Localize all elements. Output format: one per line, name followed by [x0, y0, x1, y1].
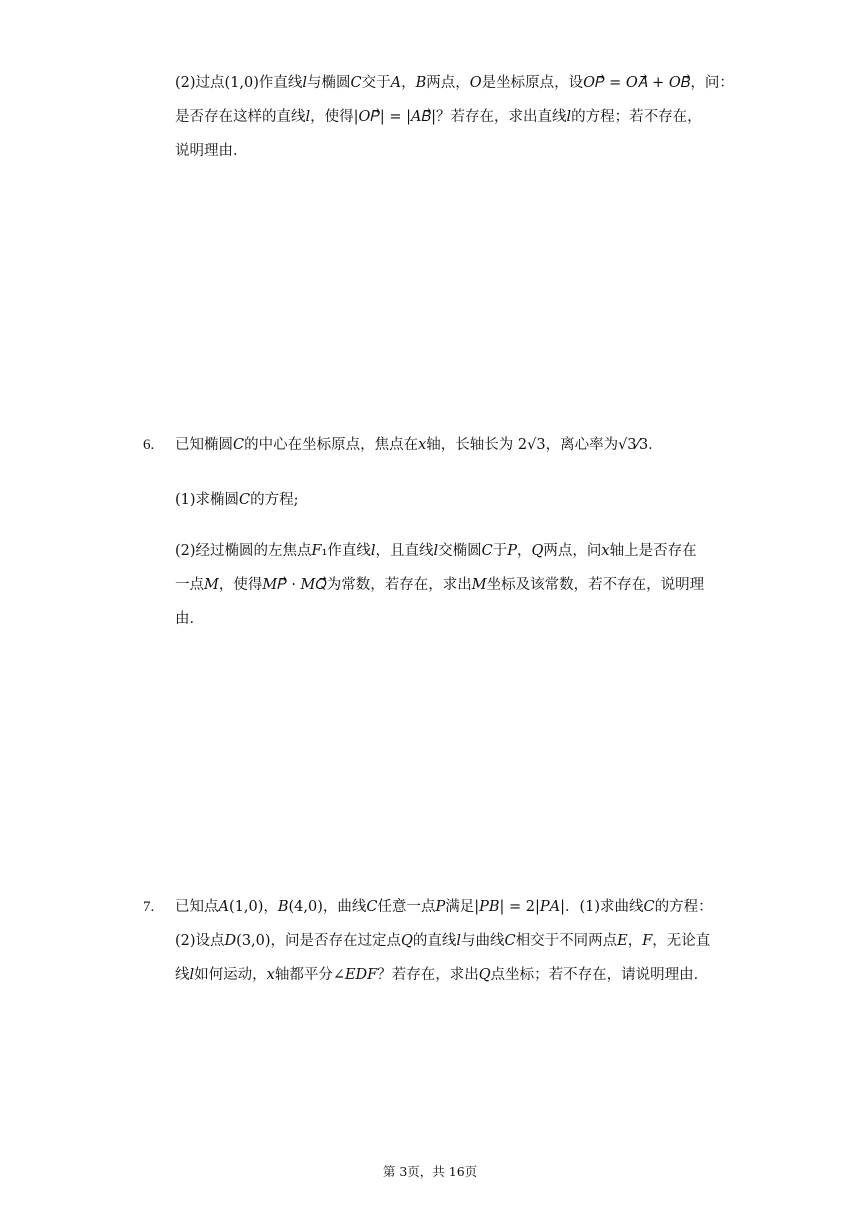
q6-part1: (1)求椭圆𝐶的方程;: [175, 492, 299, 508]
q7-line-1: 已知点𝐴(1,0)，𝐵(4,0)，曲线𝐶任意一点𝑃满足|𝑃𝐵| = 2|𝑃𝐴|．(1)求曲线𝐶的方程：: [175, 899, 713, 915]
q6-part2-line-2: 一点𝑀，使得𝑀𝑃⃗ · 𝑀𝑄⃗为常数，若存在，求出𝑀坐标及该常数，若不存在，说明理: [175, 577, 705, 593]
q7-line-3: 线𝑙如何运动，𝑥轴都平分∠𝐸𝐷𝐹？若存在，求出𝑄点坐标；若不存在，请说明理由．: [175, 967, 709, 983]
question-number: 7.: [143, 899, 155, 915]
q5-part2-line-1: (2)过点(1,0)作直线𝑙与椭圆𝐶交于𝐴，𝐵两点，𝑂是坐标原点，设𝑂𝑃⃗ = 𝑂𝐴⃗ + 𝑂𝐵⃗，问：: [175, 75, 734, 91]
page-footer: 第 3页，共 16页: [382, 1164, 478, 1179]
q6-stem: 已知椭圆𝐶的中心在坐标原点，焦点在𝑥轴，长轴长为 2√3，离心率为√3⁄3．: [175, 437, 663, 453]
question-number: 6.: [143, 437, 155, 453]
q6-part2-line-1: (2)经过椭圆的左焦点𝐹₁作直线𝑙，且直线𝑙交椭圆𝐶于𝑃，𝑄两点，问𝑥轴上是否存在: [175, 543, 697, 559]
q7-line-2: (2)设点𝐷(3,0)，问是否存在过定点𝑄的直线𝑙与曲线𝐶相交于不同两点𝐸，𝐹，无论直: [175, 933, 711, 949]
q5-part2-line-2: 是否存在这样的直线𝑙，使得|𝑂𝑃⃗| = |𝐴𝐵⃗|？若存在，求出直线𝑙的方程；若不存在，: [175, 109, 702, 125]
q5-part2-line-3: 说明理由．: [175, 143, 248, 159]
q6-part2-line-3: 由．: [175, 611, 204, 627]
